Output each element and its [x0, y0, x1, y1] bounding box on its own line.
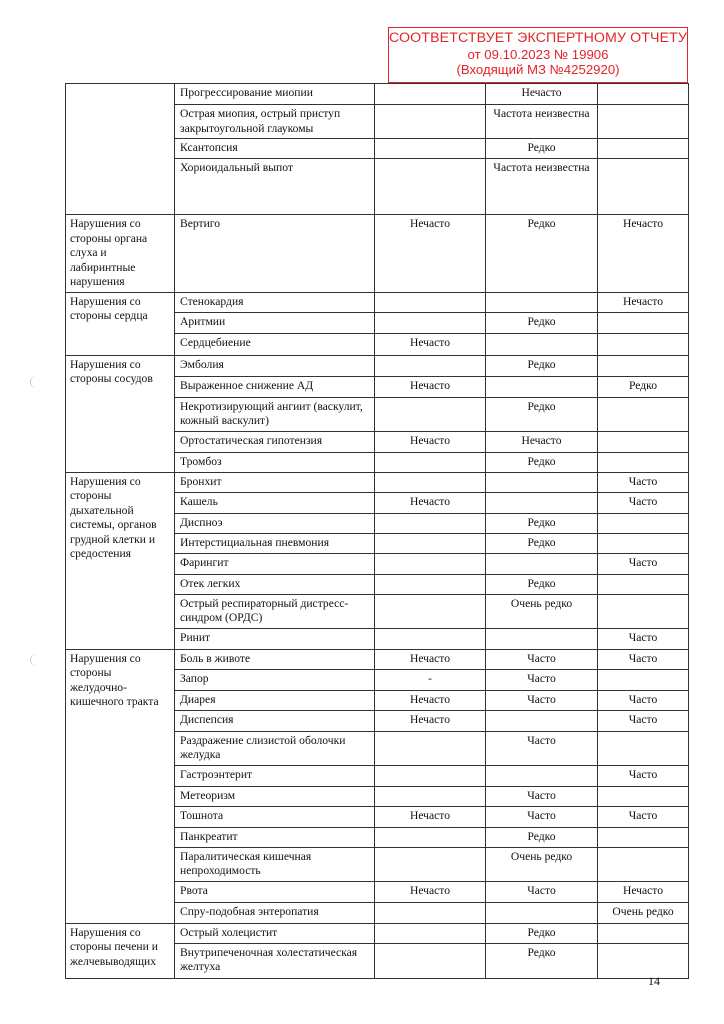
- frequency-cell-3: [598, 731, 689, 765]
- reaction-cell: Раздражение слизистой оболочки желудка: [175, 731, 375, 765]
- reaction-cell: Метеоризм: [175, 786, 375, 806]
- frequency-cell-1: Нечасто: [375, 333, 486, 355]
- frequency-cell-3: [598, 669, 689, 690]
- frequency-cell-2: Редко: [486, 139, 598, 159]
- frequency-cell-2: Часто: [486, 786, 598, 806]
- reaction-cell: Аритмии: [175, 312, 375, 333]
- organ-system-cell: Нарушения со стороны желудочно-кишечного тракта: [66, 649, 175, 923]
- table-row: [66, 923, 689, 943]
- reaction-cell: Отек легких: [175, 574, 375, 594]
- frequency-cell-3: Часто: [598, 690, 689, 710]
- page-number: 14: [648, 974, 660, 988]
- frequency-cell-2: Редко: [486, 215, 598, 293]
- frequency-cell-3: Нечасто: [598, 292, 689, 312]
- frequency-cell-1: [375, 84, 486, 105]
- frequency-cell-3: Очень редко: [598, 902, 689, 923]
- frequency-cell-2: Редко: [486, 355, 598, 376]
- frequency-cell-3: Часто: [598, 649, 689, 669]
- reaction-cell: Стенокардия: [175, 292, 375, 312]
- reaction-cell: Внутрипеченочная холестатическая желтуха: [175, 943, 375, 978]
- stamp-line-1: СООТВЕТСТВУЕТ ЭКСПЕРТНОМУ ОТЧЕТУ: [389, 30, 688, 46]
- frequency-cell-1: [375, 827, 486, 847]
- frequency-cell-1: [375, 105, 486, 139]
- frequency-cell-1: [375, 902, 486, 923]
- stamp-line-2: от 09.10.2023 № 19906: [467, 46, 609, 62]
- frequency-cell-2: Редко: [486, 513, 598, 533]
- frequency-cell-1: [375, 574, 486, 594]
- reaction-cell: Некротизирующий ангиит (васкулит, кожный васкулит): [175, 397, 375, 431]
- frequency-cell-1: [375, 292, 486, 312]
- frequency-cell-1: [375, 139, 486, 159]
- frequency-cell-2: Редко: [486, 397, 598, 431]
- frequency-cell-3: [598, 159, 689, 215]
- frequency-cell-2: Очень редко: [486, 847, 598, 881]
- frequency-cell-3: Часто: [598, 553, 689, 574]
- frequency-cell-1: [375, 472, 486, 492]
- reaction-cell: Кашель: [175, 492, 375, 513]
- frequency-cell-2: [486, 292, 598, 312]
- frequency-cell-1: [375, 397, 486, 431]
- frequency-cell-2: Часто: [486, 669, 598, 690]
- frequency-cell-1: [375, 452, 486, 472]
- frequency-cell-1: Нечасто: [375, 215, 486, 293]
- frequency-cell-2: Частота неизвестна: [486, 159, 598, 215]
- reaction-cell: Спру-подобная энтеропатия: [175, 902, 375, 923]
- frequency-cell-2: [486, 553, 598, 574]
- frequency-cell-1: [375, 594, 486, 628]
- frequency-cell-3: Часто: [598, 765, 689, 786]
- frequency-cell-2: Часто: [486, 690, 598, 710]
- frequency-cell-2: [486, 492, 598, 513]
- frequency-cell-3: [598, 943, 689, 978]
- frequency-cell-2: Очень редко: [486, 594, 598, 628]
- reaction-cell: Ринит: [175, 628, 375, 649]
- scan-artifact-mark: [30, 654, 43, 666]
- frequency-cell-1: Нечасто: [375, 431, 486, 452]
- frequency-cell-3: [598, 431, 689, 452]
- frequency-cell-3: [598, 786, 689, 806]
- organ-system-cell: Нарушения со стороны органа слуха и лабиринтные нарушения: [66, 215, 175, 293]
- reaction-cell: Диспепсия: [175, 710, 375, 731]
- frequency-cell-1: [375, 923, 486, 943]
- frequency-cell-2: [486, 472, 598, 492]
- table-row: [66, 649, 689, 669]
- frequency-cell-1: Нечасто: [375, 690, 486, 710]
- reaction-cell: Острый респираторный дистресс-синдром (ОРДС): [175, 594, 375, 628]
- frequency-cell-2: Редко: [486, 923, 598, 943]
- frequency-cell-1: [375, 513, 486, 533]
- reaction-cell: Прогрессирование миопии: [175, 84, 375, 105]
- frequency-cell-2: Редко: [486, 574, 598, 594]
- reaction-cell: Бронхит: [175, 472, 375, 492]
- frequency-cell-1: -: [375, 669, 486, 690]
- frequency-cell-3: [598, 594, 689, 628]
- frequency-cell-3: Часто: [598, 710, 689, 731]
- table-row: [66, 215, 689, 293]
- frequency-cell-2: Редко: [486, 533, 598, 553]
- frequency-cell-3: [598, 923, 689, 943]
- frequency-cell-3: [598, 139, 689, 159]
- reaction-cell: Паралитическая кишечная непроходимость: [175, 847, 375, 881]
- frequency-cell-1: Нечасто: [375, 806, 486, 827]
- frequency-cell-3: [598, 355, 689, 376]
- frequency-cell-1: [375, 355, 486, 376]
- organ-system-cell: Нарушения со стороны дыхательной системы, органов грудной клетки и средостения: [66, 472, 175, 649]
- reaction-cell: Гастроэнтерит: [175, 765, 375, 786]
- expert-report-stamp: [388, 27, 688, 83]
- frequency-cell-3: [598, 84, 689, 105]
- frequency-cell-2: [486, 333, 598, 355]
- frequency-cell-3: [598, 105, 689, 139]
- reaction-cell: Выраженное снижение АД: [175, 376, 375, 397]
- frequency-cell-1: [375, 159, 486, 215]
- frequency-cell-2: Часто: [486, 649, 598, 669]
- frequency-cell-1: Нечасто: [375, 710, 486, 731]
- frequency-cell-1: [375, 943, 486, 978]
- reaction-cell: Хориоидальный выпот: [175, 159, 375, 215]
- frequency-cell-1: [375, 731, 486, 765]
- frequency-cell-3: Нечасто: [598, 881, 689, 902]
- frequency-cell-1: [375, 533, 486, 553]
- frequency-cell-3: [598, 513, 689, 533]
- frequency-cell-3: Часто: [598, 806, 689, 827]
- frequency-cell-3: Нечасто: [598, 215, 689, 293]
- frequency-cell-2: [486, 902, 598, 923]
- reaction-cell: Панкреатит: [175, 827, 375, 847]
- table-row: [66, 355, 689, 376]
- reaction-cell: Диарея: [175, 690, 375, 710]
- frequency-cell-1: Нечасто: [375, 492, 486, 513]
- frequency-cell-1: [375, 765, 486, 786]
- frequency-cell-2: Нечасто: [486, 431, 598, 452]
- table-row: [66, 84, 689, 105]
- frequency-cell-3: Редко: [598, 376, 689, 397]
- organ-system-cell: Нарушения со стороны сердца: [66, 292, 175, 355]
- frequency-cell-2: Редко: [486, 827, 598, 847]
- organ-system-cell: Нарушения со стороны печени и желчевыводящих: [66, 923, 175, 978]
- stamp-line-3: (Входящий МЗ №4252920): [456, 62, 620, 77]
- reaction-cell: Острый холецистит: [175, 923, 375, 943]
- reaction-cell: Рвота: [175, 881, 375, 902]
- frequency-cell-3: [598, 452, 689, 472]
- frequency-cell-3: [598, 533, 689, 553]
- frequency-cell-2: Часто: [486, 881, 598, 902]
- reaction-cell: Интерстициальная пневмония: [175, 533, 375, 553]
- reaction-cell: Эмболия: [175, 355, 375, 376]
- frequency-cell-1: Нечасто: [375, 881, 486, 902]
- frequency-cell-1: [375, 312, 486, 333]
- frequency-cell-2: Редко: [486, 312, 598, 333]
- frequency-cell-2: Редко: [486, 452, 598, 472]
- frequency-cell-3: [598, 574, 689, 594]
- organ-system-cell: [66, 84, 175, 215]
- frequency-cell-2: [486, 376, 598, 397]
- frequency-cell-3: Часто: [598, 628, 689, 649]
- scan-artifact-mark: [30, 376, 43, 388]
- adverse-reactions-table: [65, 83, 689, 979]
- frequency-cell-3: [598, 333, 689, 355]
- frequency-cell-2: Нечасто: [486, 84, 598, 105]
- frequency-cell-2: Редко: [486, 943, 598, 978]
- table-row: [66, 472, 689, 492]
- reaction-cell: Вертиго: [175, 215, 375, 293]
- frequency-cell-1: [375, 553, 486, 574]
- frequency-cell-2: Часто: [486, 731, 598, 765]
- table-row: [66, 292, 689, 312]
- reaction-cell: Запор: [175, 669, 375, 690]
- frequency-cell-3: [598, 397, 689, 431]
- frequency-cell-2: Часто: [486, 806, 598, 827]
- frequency-cell-1: [375, 786, 486, 806]
- frequency-cell-1: [375, 628, 486, 649]
- reaction-cell: Боль в животе: [175, 649, 375, 669]
- frequency-cell-3: Часто: [598, 472, 689, 492]
- reaction-cell: Сердцебиение: [175, 333, 375, 355]
- reaction-cell: Ксантопсия: [175, 139, 375, 159]
- frequency-cell-1: [375, 847, 486, 881]
- reaction-cell: Ортостатическая гипотензия: [175, 431, 375, 452]
- reaction-cell: Фарингит: [175, 553, 375, 574]
- reaction-cell: Тромбоз: [175, 452, 375, 472]
- organ-system-cell: Нарушения со стороны сосудов: [66, 355, 175, 472]
- frequency-cell-3: [598, 827, 689, 847]
- frequency-cell-3: [598, 847, 689, 881]
- frequency-cell-1: Нечасто: [375, 649, 486, 669]
- frequency-cell-3: [598, 312, 689, 333]
- reaction-cell: Острая миопия, острый приступ закрытоугольной глаукомы: [175, 105, 375, 139]
- reaction-cell: Диспноэ: [175, 513, 375, 533]
- reaction-cell: Тошнота: [175, 806, 375, 827]
- frequency-cell-1: Нечасто: [375, 376, 486, 397]
- frequency-cell-3: Часто: [598, 492, 689, 513]
- frequency-cell-2: Частота неизвестна: [486, 105, 598, 139]
- frequency-cell-2: [486, 628, 598, 649]
- frequency-cell-2: [486, 710, 598, 731]
- frequency-cell-2: [486, 765, 598, 786]
